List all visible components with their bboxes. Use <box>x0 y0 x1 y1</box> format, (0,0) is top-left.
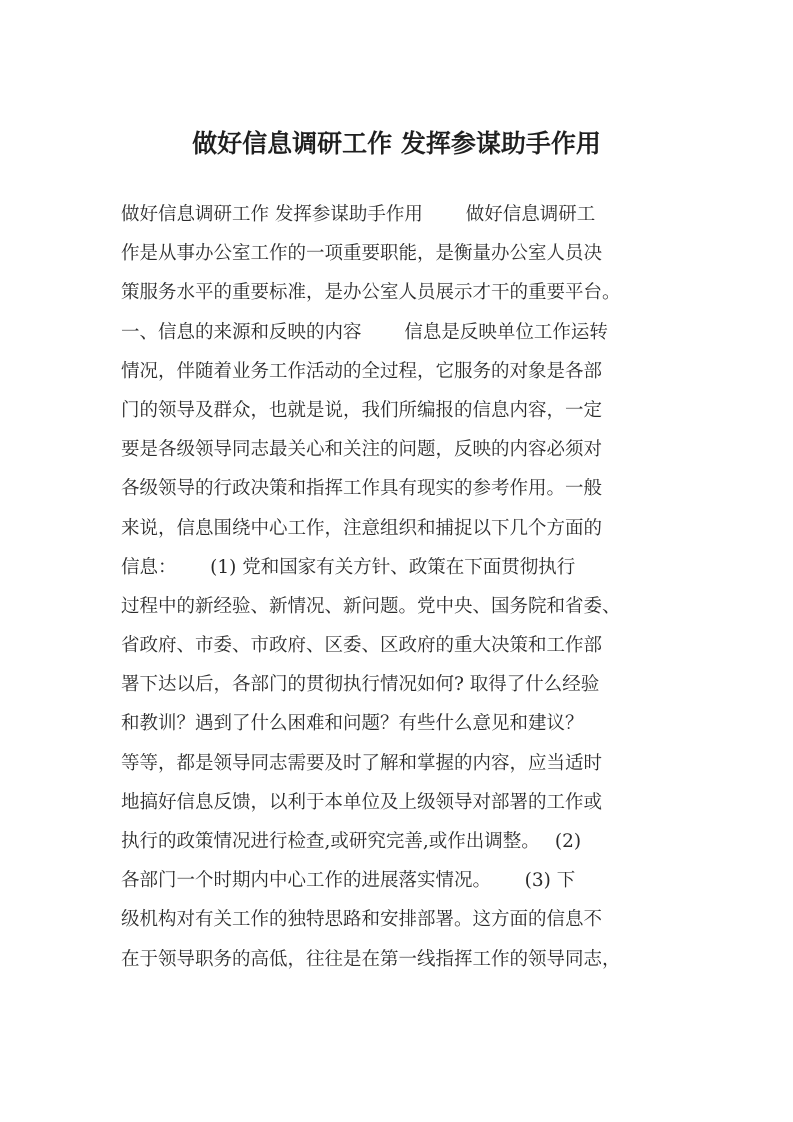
body-line: 要是各级领导同志最关心和关注的问题，反映的内容必须对 <box>121 439 603 461</box>
body-line: 执行的政策情况进行检查,或研究完善,或作出调整。 (2) <box>121 831 582 852</box>
body-line: 做好信息调研工作 发挥参谋助手作用 做好信息调研工 <box>121 204 596 225</box>
body-line: 署下达以后，各部门的贯彻执行情况如何? 取得了什么经验 <box>121 674 600 696</box>
body-line: 一、信息的来源和反映的内容 信息是反映单位工作运转 <box>121 321 608 343</box>
body-line: 过程中的新经验、新情况、新问题。党中央、国务院和省委、 <box>121 595 621 617</box>
body-line: 和教训？遇到了什么困难和问题？有些什么意见和建议？ <box>121 713 584 735</box>
body-line: 在于领导职务的高低，往往是在第一线指挥工作的领导同志， <box>121 948 621 970</box>
body-line: 省政府、市委、市政府、区委、区政府的重大决策和工作部 <box>121 635 603 657</box>
body-line: 作是从事办公室工作的一项重要职能，是衡量办公室人员决 <box>121 243 603 265</box>
document-body <box>121 195 681 979</box>
document-title: 做好信息调研工作 发挥参谋助手作用 <box>192 129 601 158</box>
body-line: 门的领导及群众，也就是说，我们所编报的信息内容，一定 <box>121 399 603 421</box>
body-line: 信息： (1) 党和国家有关方针、政策在下面贯彻执行 <box>121 556 576 578</box>
body-line: 来说，信息围绕中心工作，注意组织和捕捉以下几个方面的 <box>121 517 603 539</box>
body-line: 各级领导的行政决策和指挥工作具有现实的参考作用。一般 <box>121 478 603 500</box>
body-line: 策服务水平的重要标准，是办公室人员展示才干的重要平台。 <box>121 282 621 304</box>
body-line: 级机构对有关工作的独特思路和安排部署。这方面的信息不 <box>121 909 603 931</box>
body-line: 等等，都是领导同志需要及时了解和掌握的内容，应当适时 <box>121 752 603 774</box>
body-line: 情况，伴随着业务工作活动的全过程，它服务的对象是各部 <box>121 360 603 382</box>
body-line: 各部门一个时期内中心工作的进展落实情况。 (3) 下 <box>121 870 576 892</box>
body-line: 地搞好信息反馈，以利于本单位及上级领导对部署的工作或 <box>121 791 603 813</box>
